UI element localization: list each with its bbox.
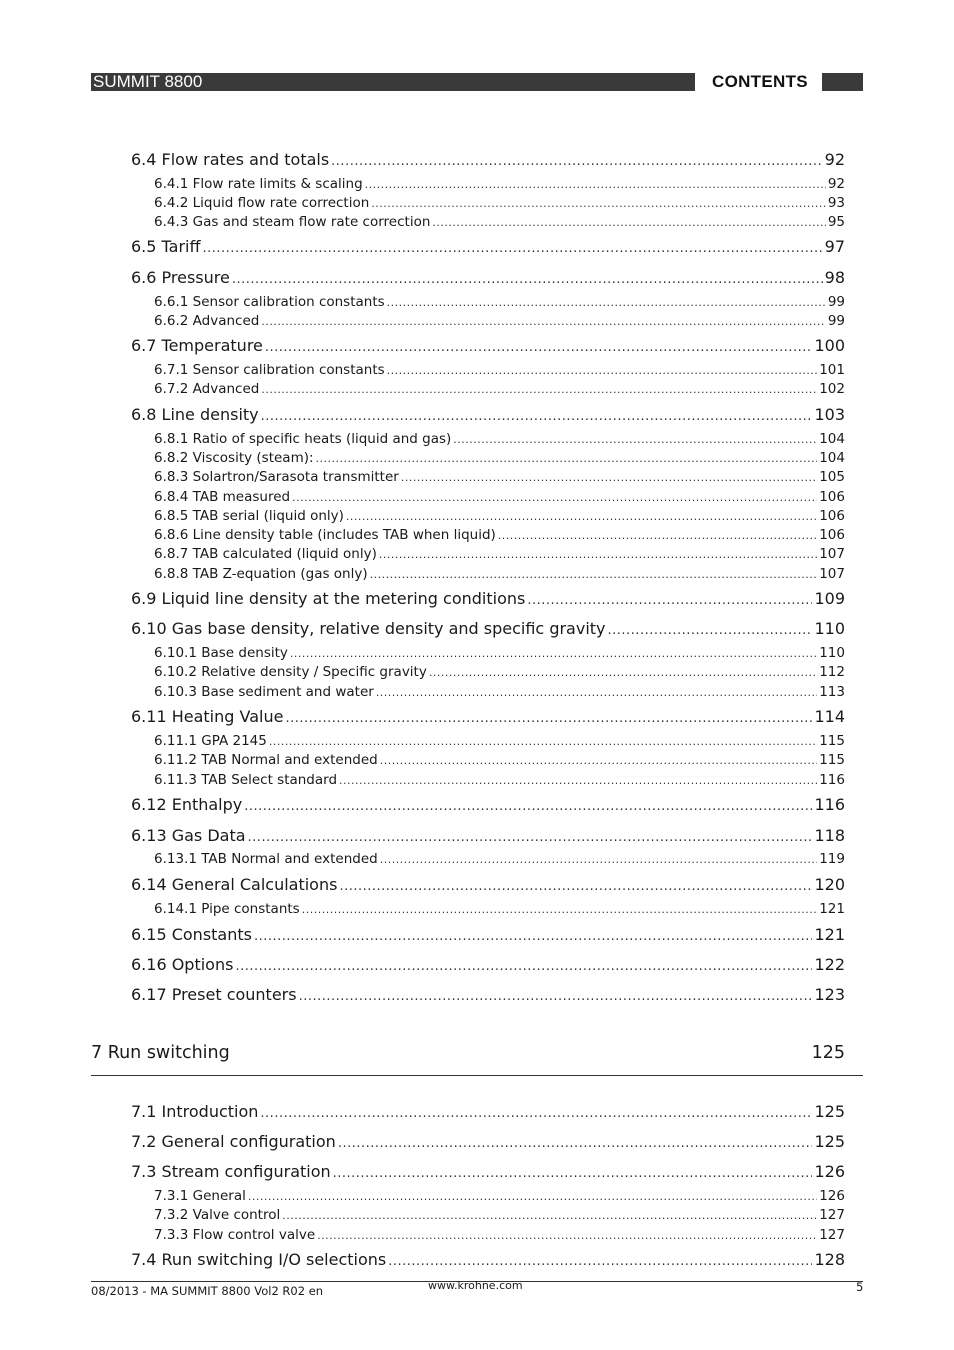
footer-page-number: 5 <box>856 1280 864 1294</box>
toc-entry-page: 126 <box>814 1162 845 1181</box>
toc-entry-title: 6.8.8 TAB Z-equation (gas only) <box>154 566 368 582</box>
toc-entry-page: 121 <box>814 925 845 944</box>
toc-entry-title: 6.11 Heating Value <box>131 707 284 726</box>
toc-entry-title: 6.4.3 Gas and steam flow rate correction <box>154 214 431 230</box>
toc-entry-title: 6.8.7 TAB calculated (liquid only) <box>154 546 377 562</box>
toc-entry-page: 103 <box>814 405 845 424</box>
toc-subsection-entry[interactable] <box>154 526 845 544</box>
toc-section-entry[interactable] <box>131 619 845 639</box>
toc-subsection-entry[interactable] <box>154 1206 845 1224</box>
toc-leader-dots <box>302 901 818 919</box>
toc-entry-title: 6.16 Options <box>131 955 234 974</box>
toc-entry-page: 97 <box>824 237 845 256</box>
toc-entry-page: 109 <box>814 589 845 608</box>
toc-entry-title: 7.2 General configuration <box>131 1132 336 1151</box>
toc-section-entry[interactable] <box>131 707 845 727</box>
toc-section-entry[interactable] <box>131 150 845 170</box>
toc-entry-title: 6.8.4 TAB measured <box>154 489 291 505</box>
toc-leader-dots <box>317 1227 817 1245</box>
toc-subsection-entry[interactable] <box>154 293 845 311</box>
toc-section-entry[interactable] <box>131 1102 845 1122</box>
toc-section-entry[interactable] <box>131 795 845 815</box>
toc-leader-dots <box>244 797 812 817</box>
toc-entry-page: 120 <box>814 875 845 894</box>
toc-leader-dots <box>371 195 826 213</box>
toc-entry-title: 6.4.1 Flow rate limits & scaling <box>154 176 363 192</box>
toc-entry-title: 6.10.1 Base density <box>154 645 288 661</box>
toc-leader-dots <box>282 1207 817 1225</box>
chapter-divider <box>91 1075 863 1076</box>
toc-entry-title: 6.15 Constants <box>131 925 252 944</box>
toc-entry-page: 92 <box>827 176 845 192</box>
toc-leader-dots <box>248 828 813 848</box>
toc-entry-title: 6.4.2 Liquid flow rate correction <box>154 195 370 211</box>
toc-entry-page: 127 <box>819 1227 845 1243</box>
toc-entry-page: 93 <box>827 195 845 211</box>
toc-section-entry[interactable] <box>131 405 845 425</box>
toc-entry-page: 110 <box>819 645 845 661</box>
header-title: SUMMIT 8800 <box>93 72 203 91</box>
toc-entry-page: 95 <box>827 214 845 230</box>
toc-entry-page: 110 <box>814 619 845 638</box>
toc-subsection-entry[interactable] <box>154 449 845 467</box>
toc-entry-page: 115 <box>819 752 845 768</box>
toc-entry-title: 6.10 Gas base density, relative density and specific gravity <box>131 619 606 638</box>
toc-entry-page: 125 <box>814 1102 845 1121</box>
toc-entry-title: 7.3.2 Valve control <box>154 1207 281 1223</box>
toc-entry-page: 116 <box>814 795 845 814</box>
toc-entry-title: 6.7 Temperature <box>131 336 263 355</box>
toc-entry-title: 6.14.1 Pipe constants <box>154 901 300 917</box>
toc-leader-dots <box>432 214 825 232</box>
toc-section-entry[interactable] <box>131 268 845 288</box>
toc-subsection-entry[interactable] <box>154 430 845 448</box>
toc-entry-page: 107 <box>819 546 845 562</box>
toc-entry-title: 7.3.1 General <box>154 1188 246 1204</box>
toc-entry-page: 102 <box>819 381 845 397</box>
toc-section-entry[interactable] <box>131 237 845 257</box>
chapter-page: 125 <box>811 1043 845 1063</box>
toc-entry-page: 101 <box>819 362 845 378</box>
toc-entry-page: 99 <box>827 313 845 329</box>
toc-entry-title: 6.14 General Calculations <box>131 875 338 894</box>
toc-leader-dots <box>376 684 817 702</box>
toc-leader-dots <box>261 381 817 399</box>
toc-section-entry[interactable] <box>131 336 845 356</box>
toc-subsection-entry[interactable] <box>154 175 845 193</box>
toc-entry-page: 118 <box>814 826 845 845</box>
toc-leader-dots <box>387 362 818 380</box>
toc-leader-dots <box>379 546 817 564</box>
toc-entry-page: 106 <box>819 527 845 543</box>
toc-subsection-entry[interactable] <box>154 507 845 525</box>
toc-entry-title: 6.6.2 Advanced <box>154 313 260 329</box>
toc-section-entry[interactable] <box>131 875 845 895</box>
toc-subsection-entry[interactable] <box>154 900 845 918</box>
toc-entry-page: 92 <box>824 150 845 169</box>
toc-leader-dots <box>260 1104 812 1124</box>
toc-leader-dots <box>339 772 817 790</box>
toc-leader-dots <box>365 176 826 194</box>
toc-leader-dots <box>331 152 822 172</box>
footer-document-id: 08/2013 - MA SUMMIT 8800 Vol2 R02 en <box>91 1284 324 1298</box>
toc-subsection-entry[interactable] <box>154 644 845 662</box>
toc-entry-page: 127 <box>819 1207 845 1223</box>
toc-subsection-entry[interactable] <box>154 468 845 486</box>
toc-leader-dots <box>261 313 825 331</box>
toc-leader-dots <box>527 591 812 611</box>
toc-entry-title: 6.10.3 Base sediment and water <box>154 684 374 700</box>
toc-leader-dots <box>401 469 817 487</box>
toc-leader-dots <box>370 566 818 584</box>
toc-entry-title: 6.8 Line density <box>131 405 259 424</box>
toc-entry-title: 6.10.2 Relative density / Specific gravity <box>154 664 427 680</box>
toc-leader-dots <box>269 733 817 751</box>
toc-section-entry[interactable] <box>131 1132 845 1152</box>
toc-entry-title: 6.7.1 Sensor calibration constants <box>154 362 385 378</box>
toc-leader-dots <box>248 1188 817 1206</box>
toc-entry-title: 6.11.3 TAB Select standard <box>154 772 338 788</box>
toc-entry-title: 6.11.2 TAB Normal and extended <box>154 752 378 768</box>
toc-subsection-entry[interactable] <box>154 488 845 506</box>
toc-subsection-entry[interactable] <box>154 312 845 330</box>
toc-entry-page: 104 <box>819 450 845 466</box>
toc-entry-page: 123 <box>814 985 845 1004</box>
toc-entry-title: 7.3 Stream configuration <box>131 1162 331 1181</box>
toc-entry-title: 6.6.1 Sensor calibration constants <box>154 294 385 310</box>
toc-leader-dots <box>290 645 817 663</box>
toc-leader-dots <box>339 877 812 897</box>
toc-section-entry[interactable] <box>131 589 845 609</box>
toc-subsection-entry[interactable] <box>154 213 845 231</box>
toc-subsection-entry[interactable] <box>154 1226 845 1244</box>
toc-entry-page: 116 <box>819 772 845 788</box>
toc-entry-page: 128 <box>814 1250 845 1269</box>
toc-section-entry[interactable] <box>131 1162 845 1182</box>
toc-entry-page: 115 <box>819 733 845 749</box>
toc-leader-dots <box>316 450 818 468</box>
toc-entry-page: 107 <box>819 566 845 582</box>
toc-section-entry[interactable] <box>131 925 845 945</box>
toc-entry-title: 6.8.2 Viscosity (steam): <box>154 450 314 466</box>
toc-section-entry[interactable] <box>131 1250 845 1270</box>
toc-entry-title: 6.12 Enthalpy <box>131 795 243 814</box>
toc-entry-title: 6.6 Pressure <box>131 268 230 287</box>
toc-subsection-entry[interactable] <box>154 751 845 769</box>
toc-subsection-entry[interactable] <box>154 380 845 398</box>
toc-leader-dots <box>203 239 823 259</box>
toc-leader-dots <box>338 1134 813 1154</box>
toc-entry-title: 6.8.6 Line density table (includes TAB when liquid) <box>154 527 496 543</box>
toc-section-entry[interactable] <box>131 826 845 846</box>
toc-subsection-entry[interactable] <box>154 565 845 583</box>
toc-leader-dots <box>235 957 812 977</box>
toc-subsection-entry[interactable] <box>154 683 845 701</box>
toc-leader-dots <box>608 621 813 641</box>
toc-entry-page: 125 <box>814 1132 845 1151</box>
toc-subsection-entry[interactable] <box>154 194 845 212</box>
toc-entry-title: 6.9 Liquid line density at the metering conditions <box>131 589 526 608</box>
toc-section-entry[interactable] <box>131 985 845 1005</box>
toc-entry-page: 105 <box>819 469 845 485</box>
toc-subsection-entry[interactable] <box>154 545 845 563</box>
chapter-heading[interactable] <box>91 1042 845 1064</box>
toc-entry-title: 6.8.3 Solartron/Sarasota transmitter <box>154 469 399 485</box>
toc-entry-page: 121 <box>819 901 845 917</box>
toc-subsection-entry[interactable] <box>154 361 845 379</box>
toc-entry-page: 112 <box>819 664 845 680</box>
toc-entry-title: 6.8.1 Ratio of specific heats (liquid and gas) <box>154 431 452 447</box>
toc-entry-page: 98 <box>824 268 845 287</box>
toc-entry-title: 6.13 Gas Data <box>131 826 246 845</box>
toc-leader-dots <box>498 527 817 545</box>
toc-entry-title: 6.11.1 GPA 2145 <box>154 733 267 749</box>
toc-leader-dots <box>232 270 823 290</box>
toc-subsection-entry[interactable] <box>154 663 845 681</box>
toc-entry-page: 113 <box>819 684 845 700</box>
toc-leader-dots <box>346 508 817 526</box>
toc-leader-dots <box>265 338 813 358</box>
toc-entry-title: 6.5 Tariff <box>131 237 201 256</box>
toc-leader-dots <box>285 709 812 729</box>
toc-leader-dots <box>299 987 813 1007</box>
toc-leader-dots <box>254 927 812 947</box>
toc-entry-page: 104 <box>819 431 845 447</box>
toc-subsection-entry[interactable] <box>154 1187 845 1205</box>
chapter-title: 7 Run switching <box>91 1043 230 1063</box>
toc-entry-title: 6.8.5 TAB serial (liquid only) <box>154 508 344 524</box>
toc-leader-dots <box>387 294 826 312</box>
toc-entry-title: 7.4 Run switching I/O selections <box>131 1250 387 1269</box>
toc-leader-dots <box>380 851 818 869</box>
toc-section-entry[interactable] <box>131 955 845 975</box>
toc-entry-page: 126 <box>819 1188 845 1204</box>
toc-entry-title: 6.4 Flow rates and totals <box>131 150 330 169</box>
toc-entry-page: 106 <box>819 489 845 505</box>
toc-entry-title: 7.1 Introduction <box>131 1102 259 1121</box>
toc-leader-dots <box>261 407 813 427</box>
toc-subsection-entry[interactable] <box>154 771 845 789</box>
toc-entry-page: 114 <box>814 707 845 726</box>
toc-leader-dots <box>333 1164 813 1184</box>
toc-leader-dots <box>292 489 817 507</box>
toc-entry-title: 6.7.2 Advanced <box>154 381 260 397</box>
toc-entry-page: 100 <box>814 336 845 355</box>
toc-entry-page: 119 <box>819 851 845 867</box>
toc-leader-dots <box>388 1252 812 1272</box>
toc-subsection-entry[interactable] <box>154 850 845 868</box>
toc-subsection-entry[interactable] <box>154 732 845 750</box>
footer-website[interactable]: www.krohne.com <box>428 1279 523 1292</box>
toc-entry-title: 6.17 Preset counters <box>131 985 297 1004</box>
toc-entry-title: 6.13.1 TAB Normal and extended <box>154 851 378 867</box>
toc-entry-page: 106 <box>819 508 845 524</box>
toc-entry-page: 122 <box>814 955 845 974</box>
toc-leader-dots <box>380 752 818 770</box>
toc-entry-page: 99 <box>827 294 845 310</box>
header-section: CONTENTS <box>712 72 808 91</box>
toc-entry-title: 7.3.3 Flow control valve <box>154 1227 316 1243</box>
toc-leader-dots <box>429 664 817 682</box>
toc-leader-dots <box>453 431 817 449</box>
header-bar-right <box>822 73 863 91</box>
